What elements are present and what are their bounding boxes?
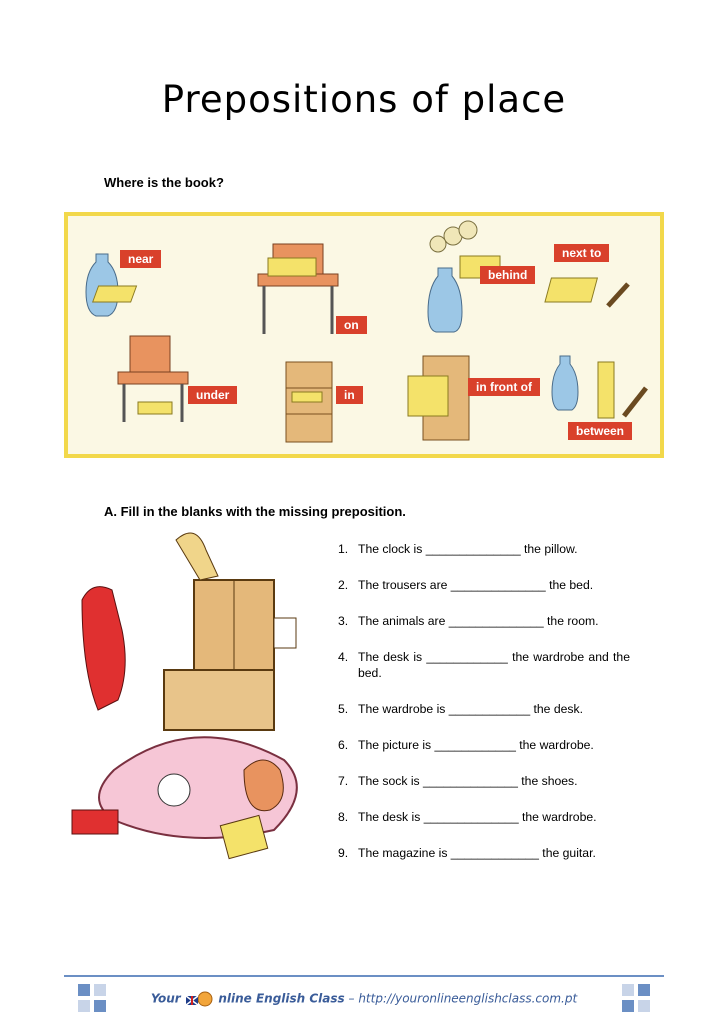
- radio-icon: [72, 810, 118, 834]
- question-number: 7.: [338, 774, 349, 788]
- label-in: in: [336, 386, 363, 404]
- label-near: near: [120, 250, 161, 268]
- globe-flag-logo-icon: [185, 991, 215, 1007]
- room-scene-art: [64, 520, 332, 882]
- footer-divider: [64, 975, 664, 977]
- question-text: The desk is ____________ the wardrobe and the bed.: [358, 650, 630, 680]
- question-item: [338, 577, 630, 613]
- question-number: 3.: [338, 614, 349, 628]
- footer-separator: –: [344, 991, 359, 1006]
- question-text: The animals are ______________ the room.: [358, 614, 599, 628]
- question-text: The sock is ______________ the shoes.: [358, 774, 578, 788]
- clock-icon: [158, 774, 190, 806]
- question-number: 5.: [338, 702, 349, 716]
- label-between: between: [568, 422, 632, 440]
- question-number: 8.: [338, 810, 349, 824]
- question-item: [338, 773, 630, 809]
- question-text: The clock is ______________ the pillow.: [358, 542, 578, 556]
- footer-brand: [0, 991, 728, 1007]
- question-number: 1.: [338, 542, 349, 556]
- question-number: 2.: [338, 578, 349, 592]
- label-in-front-of: in front of: [468, 378, 540, 396]
- page-title: Prepositions of place: [161, 78, 567, 121]
- vase-icon: [86, 254, 118, 316]
- question-number: 6.: [338, 738, 349, 752]
- question-text: The desk is ______________ the wardrobe.: [358, 810, 597, 824]
- question-text: The magazine is _____________ the guitar.: [358, 846, 596, 860]
- desk-icon: [164, 670, 274, 730]
- question-text: The trousers are ______________ the bed.: [358, 578, 594, 592]
- book-icon: [93, 286, 137, 302]
- question-item: [338, 541, 630, 577]
- cat-icon: [176, 533, 218, 580]
- exercise-heading: A. Fill in the blanks with the missing preposition.: [104, 504, 406, 519]
- question-item: [338, 701, 630, 737]
- question-text: The picture is ____________ the wardrobe.: [358, 738, 594, 752]
- question-number: 9.: [338, 846, 349, 860]
- footer-brand-left: Your: [150, 991, 181, 1006]
- pencil-icon: [608, 284, 628, 306]
- question-item: [338, 737, 630, 773]
- messy-room-illustration: [64, 520, 332, 882]
- exercise-question-list: [338, 541, 630, 881]
- label-next-to: next to: [554, 244, 609, 262]
- footer-url[interactable]: http://youronlineenglishclass.com.pt: [358, 991, 578, 1006]
- question-text: The wardrobe is ____________ the desk.: [358, 702, 583, 716]
- picture-icon: [274, 618, 296, 648]
- woman-icon: [82, 587, 125, 710]
- question-item: [338, 809, 630, 845]
- label-on: on: [336, 316, 367, 334]
- illustration-panel: [64, 212, 664, 458]
- footer-brand-right: nline English Class: [218, 991, 345, 1006]
- question-item: [338, 649, 630, 701]
- question-item: [338, 845, 630, 881]
- label-under: under: [188, 386, 237, 404]
- page-subtitle: Where is the book?: [104, 175, 224, 190]
- label-behind: behind: [480, 266, 535, 284]
- question-number: 4.: [338, 650, 349, 664]
- question-item: [338, 613, 630, 649]
